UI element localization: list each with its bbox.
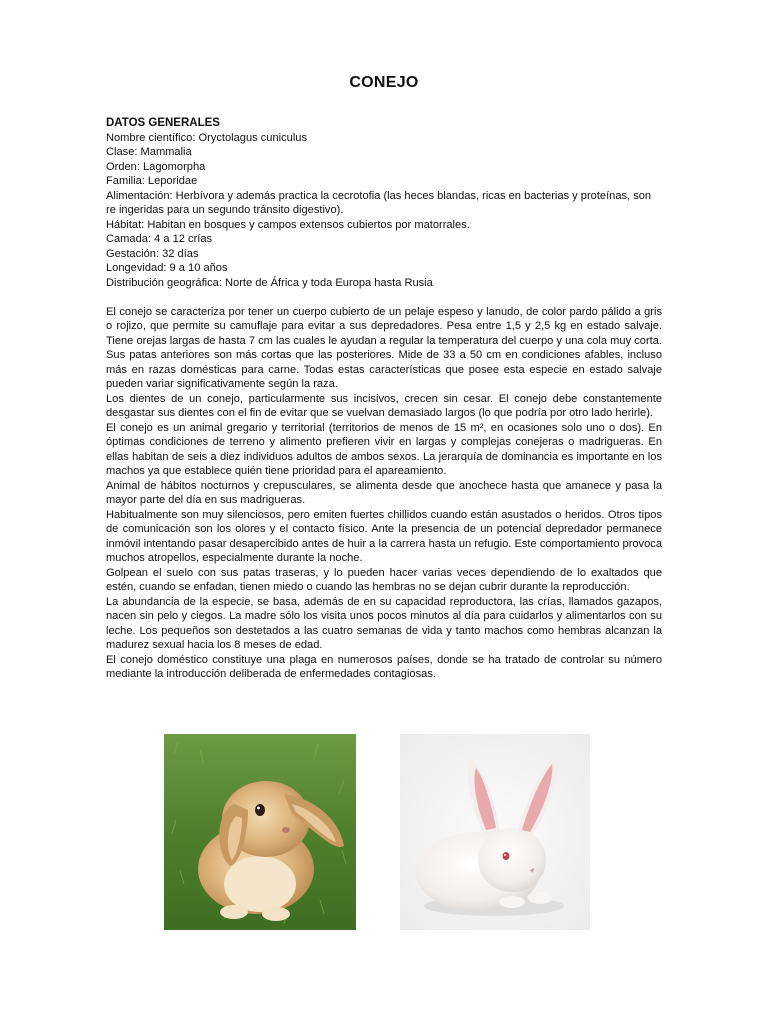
- paragraph-habits: Animal de hábitos nocturnos y crepusculares, se alimenta desde que anochece hasta que amanece y pasa la mayor parte del día en sus madrigueras.: [106, 479, 662, 506]
- fact-diet: Alimentación: Herbívora y además practica la cecrotofia (las heces blandas, ricas en bacterias y proteínas, son re ingeridas para un segundo tránsito digestivo).: [106, 189, 652, 216]
- fact-gestation: Gestación: 32 días: [106, 247, 199, 260]
- fact-scientific-name: Nombre científico: Oryctolagus cuniculus: [106, 131, 308, 144]
- white-rabbit-image: [400, 734, 590, 930]
- white-rabbit-photo: [400, 734, 590, 930]
- fact-class: Clase: Mammalia: [106, 146, 192, 158]
- general-facts-list: [106, 131, 662, 291]
- page-title: CONEJO: [349, 74, 419, 91]
- paragraph-teeth: Los dientes de un conejo, particularmente sus incisivos, crecen sin cesar. El conejo debe constantemente desgastar sus dientes con el fin de evitar que se vuelvan demasiado largos (lo que podría por otro lado herirle).: [106, 392, 662, 419]
- document-body: [106, 116, 662, 682]
- paragraph-description: El conejo se caracteriza por tener un cuerpo cubierto de un pelaje espeso y lanudo, de color pardo pálido a gris o rojizo, que permite su camuflaje para evitar a sus depredadores. Pesa entre 1,5 y 2,5 kg en estado salvaje. Tiene orejas largas de hasta 7 cm las cuales le ayudan a regular la temperatura del cuerpo y una cola muy corta. Sus patas anteriores son más cortas que las posteriores. Mide de 33 a 50 cm en condiciones afables, incluso más en razas domésticas para carne. Todas estas características que posee esta especie en estado salvaje pueden variar significativamente según la raza.: [106, 305, 662, 390]
- paragraph-pest: El conejo doméstico constituye una plaga en numerosos países, donde se ha tratado de controlar su número mediante la introducción deliberada de enfermedades contagiosas.: [106, 653, 662, 680]
- lop-rabbit-image: [164, 734, 356, 930]
- paragraph-communication: Habitualmente son muy silenciosos, pero emiten fuertes chillidos cuando están asustados o heridos. Otros tipos de comunicación son los olores y el contacto físico. Ante la presencia de un potencial depredador permanece inmóvil intentando pasar desapercibido antes de huir a la carrera hasta un refugio. Este comportamiento provoca muchos atropellos, especialmente durante la noche.: [106, 508, 662, 564]
- lop-rabbit-photo: [164, 734, 356, 930]
- paragraph-spacer: [106, 290, 662, 305]
- fact-order: Orden: Lagomorpha: [106, 160, 206, 173]
- fact-distribution: Distribución geográfica: Norte de África y toda Europa hasta Rusia: [106, 276, 433, 289]
- fact-family: Familia: Leporidae: [106, 175, 198, 187]
- paragraph-social: El conejo es un animal gregario y territorial (territorios de menos de 15 m², en ocasiones solo uno o dos). En óptimas condiciones de terreno y alimento prefieren vivir en largas y complejas conejeras o madrigueras. En ellas habitan de seis a diez individuos adultos de ambos sexos. La jerarquía de dominancia es importante en los machos ya que establece quién tiene prioridad para el apareamiento.: [106, 421, 662, 477]
- fact-longevity: Longevidad: 9 a 10 años: [106, 262, 228, 274]
- fact-habitat: Hábitat: Habitan en bosques y campos extensos cubiertos por matorrales.: [106, 218, 470, 231]
- section-heading: DATOS GENERALES: [106, 117, 220, 129]
- paragraph-thumping: Golpean el suelo con sus patas traseras, y lo pueden hacer varias veces dependiendo de lo exaltados que estén, cuando se enfadan, tienen miedo o cuando las hembras no se dejan cubrir durante la reproducción.: [106, 566, 662, 593]
- paragraph-reproduction: La abundancia de la especie, se basa, además de en su capacidad reproductora, las crías, llamados gazapos, nacen sin pelo y ciegos. La madre sólo los visita unos pocos minutos al día para cuidarlos y alimentarlos con su leche. Los pequeños son destetados a las cuatro semanas de vida y tanto machos como hembras alcanzan la madurez sexual hacia los 8 meses de edad.: [106, 595, 662, 651]
- fact-litter: Camada: 4 a 12 crías: [106, 233, 213, 245]
